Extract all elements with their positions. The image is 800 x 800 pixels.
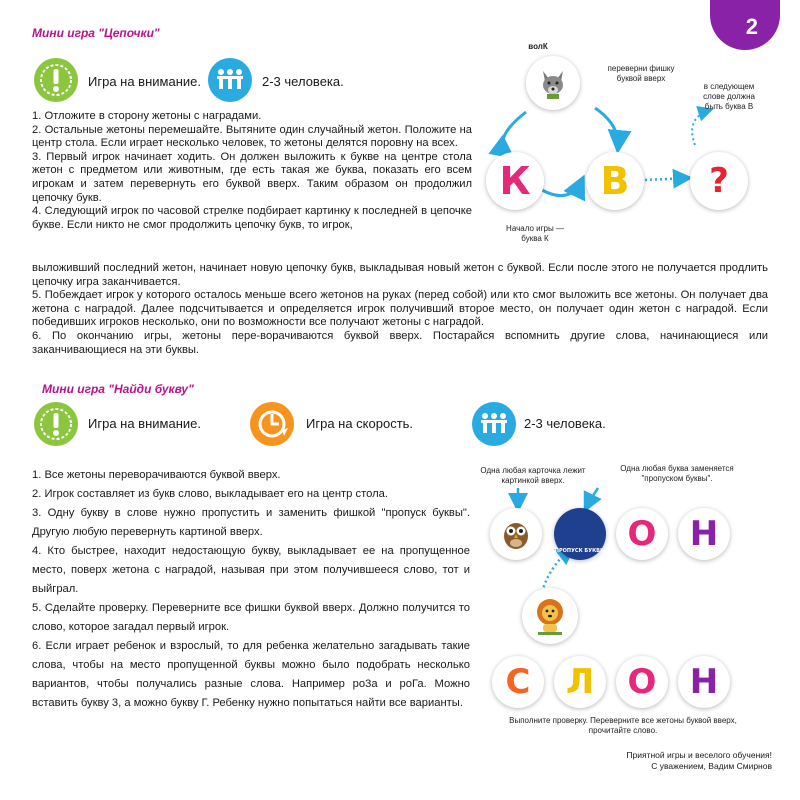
speed-label: Игра на скорость. <box>306 416 414 431</box>
find-rule-3: 3. Одну букву в слове нужно пропустить и заменить фишкой "пропуск буквы". Другую любую перевернуть картиной вверх. <box>32 507 470 538</box>
find-rule-1: 1. Все жетоны переворачиваются буквой вверх. <box>32 469 281 481</box>
letter-token-k: К <box>486 152 544 210</box>
next-letter-label: в следующем слове должна быть буква В <box>703 82 755 111</box>
flip-label: переверни фишку буквой вверх <box>607 64 675 83</box>
letter-token-l: Л <box>554 656 606 708</box>
players-label: 2-3 человека. <box>262 74 344 89</box>
skip-note: Одна любая буква заменяется "пропуском буквы". <box>620 464 734 483</box>
players-icon-2 <box>472 402 516 446</box>
lion-icon <box>528 594 572 638</box>
wolf-label: волК <box>528 42 548 51</box>
signature-line-1: Приятной игры и веселого обучения! <box>626 750 772 760</box>
owl-token <box>490 508 542 560</box>
section-title-chains: Мини игра "Цепочки" <box>32 26 160 40</box>
attention-label-2: Игра на внимание. <box>88 416 201 431</box>
question-token: ? <box>690 152 748 210</box>
section-title-find: Мини игра "Найди букву" <box>42 382 194 396</box>
chains-rules-top <box>32 110 472 232</box>
chains-rules-bottom <box>32 262 768 357</box>
wolf-token <box>526 56 580 110</box>
rule-4-cont: выложивший последний жетон, начинает новую цепочку букв, выкладывая новый жетон с буквой. Если после этого не получается продлить цепочку игра заканчивается. <box>32 262 768 288</box>
rule-5: 5. Побеждает игрок у которого осталось меньше всего жетонов на руках (перед собой) или кто смог выложить все жетоны. Он получает два жетона с наградой. Далее подсчитывается и определяется игрок получивший второе место, он получает один жетон с наградой. Если победивших игроков несколько, они по возможности все получают жетоны с наградой. <box>32 289 768 329</box>
attention-icon <box>34 58 78 102</box>
rule-4: 4. Следующий игрок по часовой стрелке подбирает картинку к последней в цепочке букве. Если никто не смог продолжить цепочку букв, то игрок, <box>32 205 472 231</box>
rule-3: 3. Первый игрок начинает ходить. Он должен выложить к букве на центре стола жетон с предметом или животным, где есть такая же буква, показать его всем игрокам и затем перевернуть его буквой вверх. Таким образом он продолжил цепочку букв. <box>32 150 472 204</box>
players-icon <box>208 58 252 102</box>
letter-token-v: В <box>586 152 644 210</box>
rule-6: 6. По окончанию игры, жетоны пере-ворачиваются буквой вверх. Постарайся вспомнить другие слова, начинающиеся или заканчивающиеся на эти буквы. <box>32 329 768 356</box>
page-number: 2 <box>745 14 758 39</box>
find-rule-4: 4. Кто быстрее, находит недостающую букву, выкладывает ее на пропущенное место, поверх жетона с наградой, называя при этом получившееся слово, тот и выйграл. <box>32 545 470 595</box>
letter-token-o: О <box>616 508 668 560</box>
signature-line-2: С уважением, Вадим Смирнов <box>651 761 772 771</box>
card-note: Одна любая карточка лежит картинкой вверх. <box>480 466 586 485</box>
rule-1: 1. Отложите в сторону жетоны с наградами. <box>32 110 262 122</box>
rule-2: 2. Остальные жетоны перемешайте. Вытяните один случайный жетон. Положите на центр стола. Если играет несколько человек, то жетоны делятся поровну на всех. <box>32 123 472 150</box>
letter-token-n: Н <box>678 508 730 560</box>
attention-label: Игра на внимание. <box>88 74 201 89</box>
check-note: Выполните проверку. Переверните все жетоны буквой вверх, прочитайте слово. <box>509 716 737 735</box>
letter-token-o-2: О <box>616 656 668 708</box>
skip-token-text: ПРОПУСК БУКВЫ <box>554 548 606 554</box>
wolf-icon <box>533 63 573 103</box>
owl-icon <box>497 515 535 553</box>
attention-icon-2 <box>34 402 78 446</box>
letter-token-s: С <box>492 656 544 708</box>
players-label-2: 2-3 человека. <box>524 416 606 431</box>
find-rule-2: 2. Игрок составляет из букв слово, выкладывает его на центр стола. <box>32 488 388 500</box>
find-rule-6: 6. Если играет ребенок и взрослый, то для ребенка желательно загадывать такие слова, чтобы на место пропущенной буквы можно было подобрать несколько вариантов, чтобы получались разные слова. Например ро3а и роГа. Можно вставить букву 3, а можно букву Г. Ребенку нужно попытаться найти все варианты. <box>32 640 470 709</box>
signature <box>626 750 772 772</box>
find-rule-5: 5. Сделайте проверку. Переверните все фишки буквой вверх. Должно получится то слово, которое загадал первый игрок. <box>32 602 470 633</box>
lion-token <box>522 588 578 644</box>
speed-icon <box>250 402 294 446</box>
start-label: Начало игры — буква К <box>506 224 564 243</box>
skip-letter-token <box>554 508 606 560</box>
find-rules <box>32 466 470 713</box>
letter-token-n-2: Н <box>678 656 730 708</box>
